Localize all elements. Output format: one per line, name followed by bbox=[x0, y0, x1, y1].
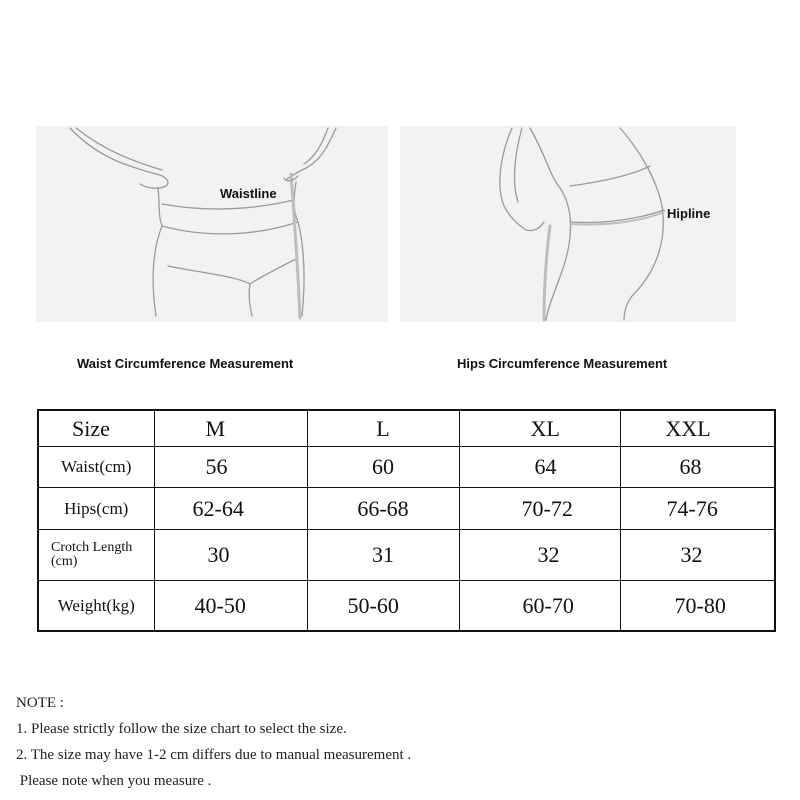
hipline-label: Hipline bbox=[667, 206, 711, 221]
table-header-row bbox=[38, 410, 775, 447]
cell-weight-xxl: 70-80 bbox=[620, 581, 775, 632]
notes-title: NOTE : bbox=[16, 695, 64, 711]
notes-line-3: Please note when you measure . bbox=[16, 773, 212, 789]
cell-crotch-xl: 32 bbox=[459, 530, 620, 581]
cell-weight-xl: 60-70 bbox=[459, 581, 620, 632]
cell-waist-xxl: 68 bbox=[620, 447, 775, 488]
notes-line-1: 1. Please strictly follow the size chart to select the size. bbox=[16, 721, 347, 737]
waist-body-sketch bbox=[36, 126, 388, 322]
cell-weight-l: 50-60 bbox=[307, 581, 459, 632]
cell-waist-l: 60 bbox=[307, 447, 459, 488]
row-label-waist: Waist(cm) bbox=[38, 447, 154, 488]
cell-hips-l: 66-68 bbox=[307, 488, 459, 530]
hips-illustration bbox=[400, 126, 736, 322]
hips-body-sketch bbox=[400, 126, 736, 322]
table-row bbox=[38, 488, 775, 530]
cell-crotch-xxl: 32 bbox=[620, 530, 775, 581]
cell-waist-m: 56 bbox=[154, 447, 307, 488]
cell-hips-xl: 70-72 bbox=[459, 488, 620, 530]
cell-crotch-l: 31 bbox=[307, 530, 459, 581]
row-label-weight: Weight(kg) bbox=[38, 581, 154, 632]
size-chart-table bbox=[37, 409, 776, 632]
header-xxl: XXL bbox=[620, 410, 775, 447]
notes-line-2: 2. The size may have 1-2 cm differs due to manual measurement . bbox=[16, 747, 412, 763]
waist-illustration bbox=[36, 126, 388, 322]
cell-waist-xl: 64 bbox=[459, 447, 620, 488]
notes-section bbox=[16, 690, 411, 794]
waistline-label: Waistline bbox=[220, 186, 277, 201]
header-m: M bbox=[154, 410, 307, 447]
row-label-crotch: Crotch Length (cm) bbox=[38, 530, 154, 581]
cell-hips-m: 62-64 bbox=[154, 488, 307, 530]
table-row bbox=[38, 530, 775, 581]
header-size: Size bbox=[38, 410, 154, 447]
header-xl: XL bbox=[459, 410, 620, 447]
waist-measurement-caption: Waist Circumference Measurement bbox=[77, 356, 294, 371]
hips-measurement-caption: Hips Circumference Measurement bbox=[457, 356, 668, 371]
cell-weight-m: 40-50 bbox=[154, 581, 307, 632]
table-row bbox=[38, 447, 775, 488]
cell-crotch-m: 30 bbox=[154, 530, 307, 581]
table-row bbox=[38, 581, 775, 632]
cell-hips-xxl: 74-76 bbox=[620, 488, 775, 530]
row-label-hips: Hips(cm) bbox=[38, 488, 154, 530]
header-l: L bbox=[307, 410, 459, 447]
